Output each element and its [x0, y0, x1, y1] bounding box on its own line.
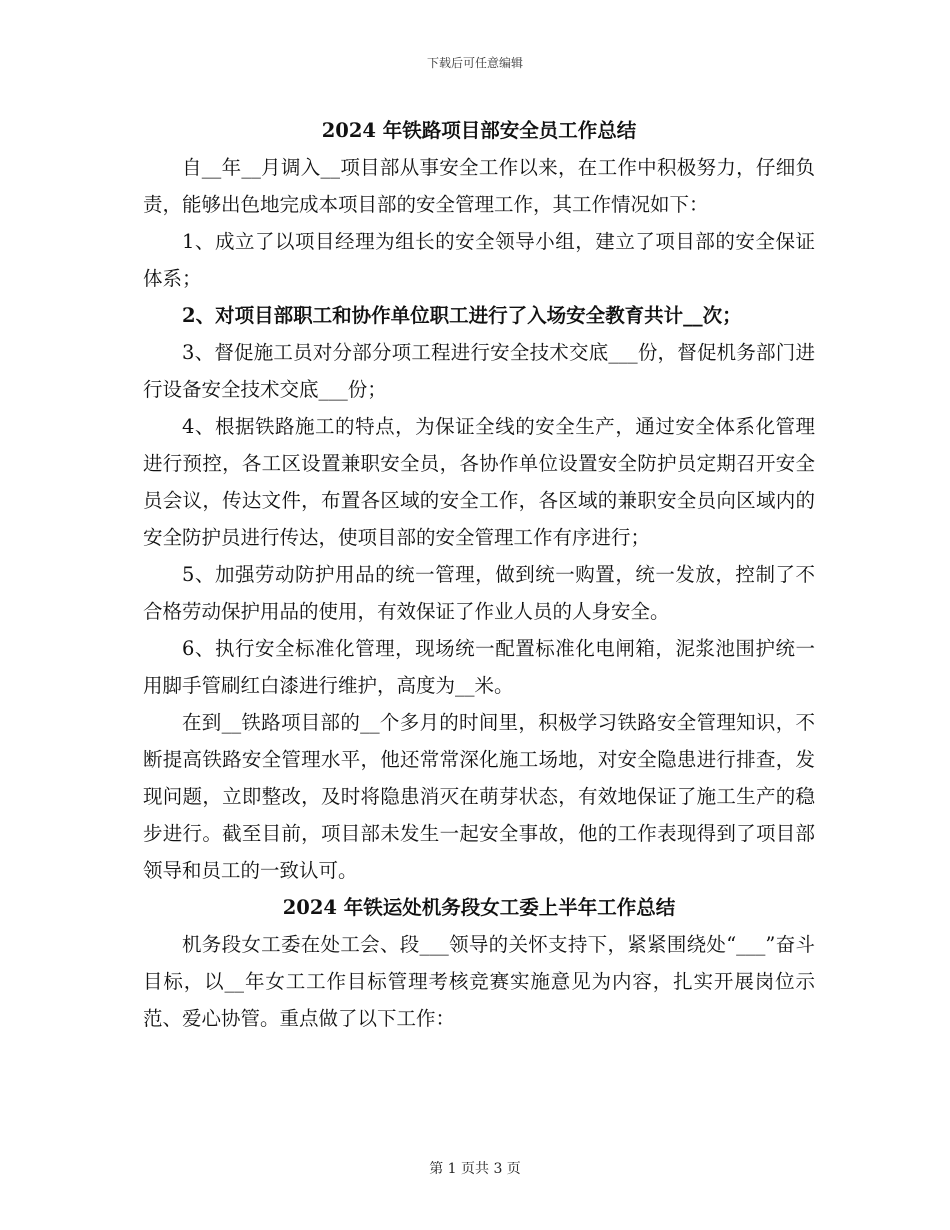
paragraph: 自__年__月调入__项目部从事安全工作以来，在工作中积极努力，仔细负责，能够出色地完成本项目部的安全管理工作，其工作情况如下：	[143, 156, 815, 216]
paragraph: 5、加强劳动防护用品的统一管理，做到统一购置，统一发放，控制了不合格劳动保护用品的使用，有效保证了作业人员的人身安全。	[143, 563, 815, 623]
page-header: 下载后可任意编辑	[426, 56, 523, 70]
page-footer: 第 1 页共 3 页	[429, 1161, 521, 1177]
paragraph: 4、根据铁路施工的特点，为保证全线的安全生产，通过安全体系化管理进行预控，各工区设置兼职安全员，各协作单位设置安全防护员定期召开安全员会议，传达文件，布置各区域的安全工作，各区域的兼职安全员向区域内的安全防护员进行传达，使项目部的安全管理工作有序进行；	[143, 415, 815, 549]
paragraph: 机务段女工委在处工会、段___领导的关怀支持下，紧紧围绕处“___”奋斗目标，以__年女工工作目标管理考核竞赛实施意见为内容，扎实开展岗位示范、爱心协管。重点做了以下工作：	[143, 933, 815, 1030]
paragraph: 3、督促施工员对分部分项工程进行安全技术交底___份，督促机务部门进行设备安全技术交底___份；	[143, 341, 815, 401]
section-title: 2024 年铁路项目部安全员工作总结	[321, 119, 637, 142]
paragraph: 在到__铁路项目部的__个多月的时间里，积极学习铁路安全管理知识，不断提高铁路安全管理水平，他还常常深化施工场地，对安全隐患进行排查，发现问题，立即整改，及时将隐患消灭在萌芽状态，有效地保证了施工生产的稳步进行。截至目前，项目部未发生一起安全事故，他的工作表现得到了项目部领导和员工的一致认可。	[143, 711, 815, 882]
paragraph: 6、执行安全标准化管理，现场统一配置标准化电闸箱，泥浆池围护统一用脚手管刷红白漆进行维护，高度为__米。	[143, 637, 815, 697]
paragraph: 2、对项目部职工和协作单位职工进行了入场安全教育共计__次；	[182, 304, 742, 327]
section-title: 2024 年铁运处机务段女工委上半年工作总结	[282, 896, 676, 919]
paragraph: 1、成立了以项目经理为组长的安全领导小组，建立了项目部的安全保证体系；	[143, 230, 815, 290]
document-body	[143, 112, 815, 1037]
